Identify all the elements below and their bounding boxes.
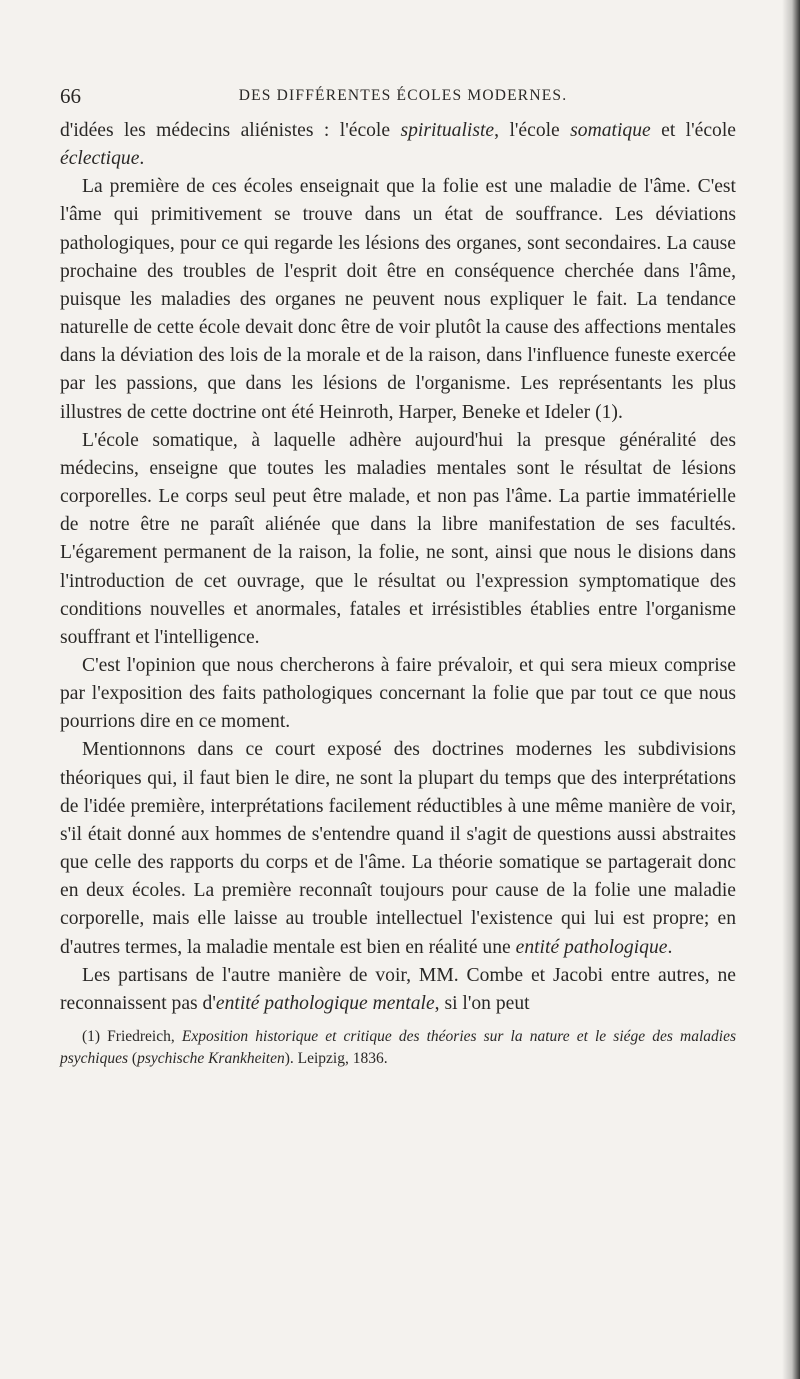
text-run: , l'école bbox=[494, 120, 571, 141]
text-run: ( bbox=[128, 1050, 138, 1067]
text-run: La première de ces écoles enseignait que la folie est une maladie de l'âme. C'est l'âme qui primitivement se trouve dans un état de souffrance. Les déviations pathologiques, pour ce qui regarde les lésions des organes, sont secondaires. La cause prochaine des troubles de l'esprit doit être en conséquence cherchée dans l'âme, puisque les maladies des organes ne peuvent nous expliquer le fait. La tendance naturelle de cette école devait donc être de voir plutôt la cause des affections mentales dans la déviation des lois de la morale et de la raison, dans l'influence funeste exercée par les passions, que dans les lésions de l'organisme. Les représentants les plus illustres de cette doctrine ont été Heinroth, Harper, Beneke et Ideler (1). bbox=[60, 176, 736, 423]
text-run: (1) Friedreich, bbox=[82, 1028, 182, 1045]
paragraph bbox=[60, 427, 736, 652]
text-run: et l'école bbox=[650, 120, 736, 141]
page-header bbox=[60, 84, 746, 114]
italic-text: entité pathologique mentale bbox=[215, 992, 435, 1014]
text-run: ). Leipzig, 1836. bbox=[284, 1050, 388, 1067]
paragraph bbox=[60, 117, 736, 173]
text-run: d'idées les médecins aliénistes : l'école bbox=[60, 120, 401, 141]
text-run: , si l'on peut bbox=[434, 992, 530, 1014]
text-run: Mentionnons dans ce court exposé des doctrines modernes les subdivisions théoriques qui, il faut bien le dire, ne sont la plupart du temps que des interprétations de l'idée première, interprétations facilement réductibles à une même manière de voir, s'il était donné aux hommes de s'entendre quand il s'agit de questions aussi abstraites que celle des rapports du corps et de l'âme. La théorie somatique se partagerait donc en deux écoles. La première reconnaît toujours pour cause de la folie une maladie corporelle, mais elle laisse au trouble intellectuel l'existence qui lui est propre; en d'autres termes, la maladie mentale est bien en réalité une bbox=[60, 739, 736, 958]
text-run: . bbox=[139, 148, 145, 170]
footnote bbox=[60, 1026, 736, 1070]
italic-text: Exposition historique et critique des théories sur la nature et le siége des maladies psychiques bbox=[60, 1028, 736, 1067]
italic-text: somatique bbox=[570, 120, 651, 141]
text-run: L'école somatique, à laquelle adhère aujourd'hui la presque généralité des médecins, enseigne que toutes les maladies mentales sont le résultat de lésions corporelles. Le corps seul peut être malade, et non pas l'âme. La partie immatérielle de notre être ne paraît aliénée que dans la libre manifestation de ses facultés. L'égarement permanent de la raison, la folie, ne sont, ainsi que nous le disions dans l'introduction de cet ouvrage, que le résultat ou l'expression symptomatique des conditions nouvelles et anormales, fatales et irrésistibles établies entre l'organisme souffrant et l'intelligence. bbox=[60, 429, 736, 648]
body-text bbox=[60, 117, 736, 1018]
paragraph bbox=[60, 736, 736, 961]
text-run: . bbox=[667, 936, 673, 958]
paragraph bbox=[60, 962, 736, 1018]
italic-text: entité pathologique bbox=[515, 936, 668, 958]
paragraph bbox=[60, 173, 736, 426]
text-run: C'est l'opinion que nous chercherons à faire prévaloir, et qui sera mieux comprise par l'exposition des faits pathologiques concernant la folie que par tout ce que nous pourrions dire en ce moment. bbox=[60, 654, 736, 733]
paragraph bbox=[60, 652, 736, 736]
italic-text: psychische Krankheiten bbox=[137, 1050, 285, 1067]
page-number: 66 bbox=[60, 84, 81, 108]
running-title: DES DIFFÉRENTES ÉCOLES MODERNES. bbox=[238, 87, 568, 104]
page-edge-shadow bbox=[782, 0, 800, 1379]
italic-text: spiritualiste bbox=[400, 120, 495, 141]
text-run: Les partisans de l'autre manière de voir, MM. Combe et Jacobi entre autres, ne reconnaissent pas d' bbox=[60, 964, 736, 1014]
italic-text: éclectique bbox=[60, 148, 140, 170]
